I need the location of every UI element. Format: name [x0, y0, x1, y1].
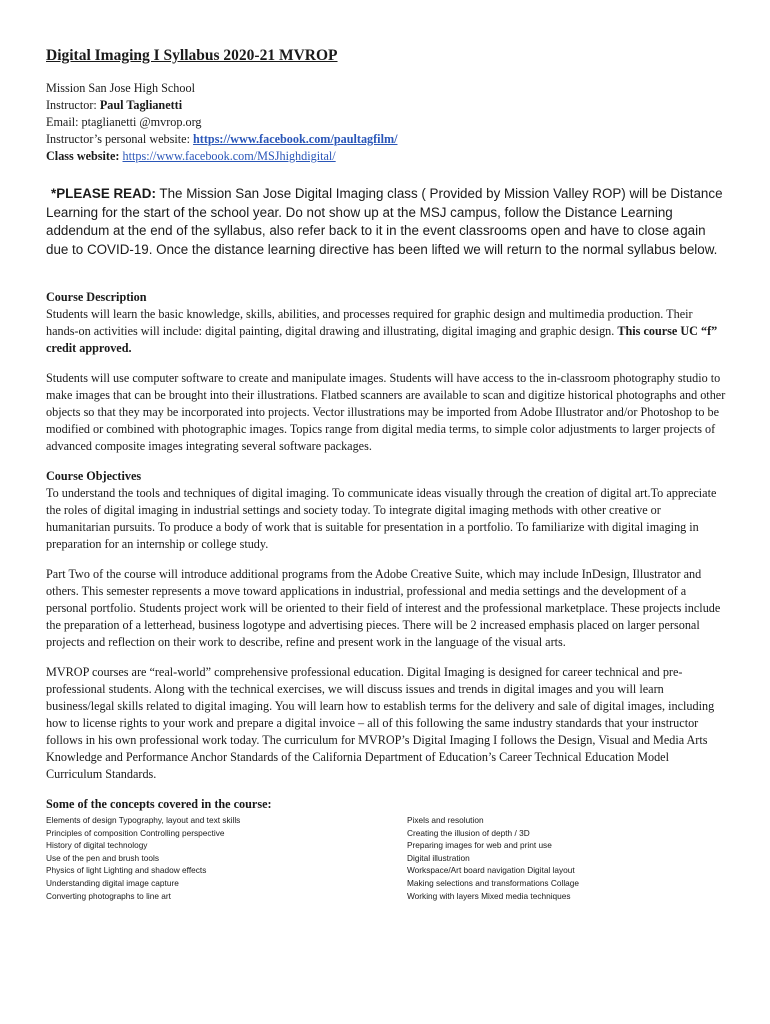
course-description-p1-text: Students will learn the basic knowledge, skills, abilities, and processes required for graphic design and multimedia production. Their hands-on activities will include: digital painting, digital drawing and illustrating, digital imaging and graphic design.: [46, 307, 693, 338]
concepts-list: [46, 814, 726, 902]
instructor-name: Paul Taglianetti: [99, 98, 183, 112]
concepts-left-column: [46, 814, 407, 902]
course-objectives-title: Course Objectives: [46, 469, 142, 483]
concept-item: Creating the illusion of depth / 3D: [407, 827, 530, 838]
course-objectives-p1: To understand the tools and techniques of digital imaging. To communicate ideas visually through the creation of digital art.To appreciate the roles of digital imaging in industrial settings and society today. To integrate digital imaging methods with other creative or humanitarian pursuits. To produce a body of work that is suitable for presentation in a portfolio. To familiarize with digital imaging in preparation for an internship or college study.: [46, 486, 717, 551]
concepts-title: Some of the concepts covered in the course:: [46, 797, 272, 811]
class-website-line: [46, 148, 726, 165]
concept-item: History of digital technology: [46, 840, 148, 851]
concept-item: Digital illustration: [407, 852, 470, 863]
concept-item: Workspace/Art board navigation Digital layout: [407, 865, 575, 876]
class-website-label: Class website:: [46, 149, 123, 163]
instructor-label: Instructor:: [46, 98, 100, 112]
concept-item: Use of the pen and brush tools: [46, 852, 160, 863]
website-line: [46, 131, 726, 148]
document-title: Digital Imaging I Syllabus 2020-21 MVROP: [46, 47, 338, 64]
course-objectives-p2: Part Two of the course will introduce additional programs from the Adobe Creative Suite, which may include InDesign, Illustrator and others. This semester represents a move toward applications in industrial, professional and media settings and the development of a personal portfolio. Students project work will be oriented to their field of interest and the professional marketplace. These projects include the preparation of a letterhead, business logotype and advertising pieces. There will be 2 increased emphasis placed on larger personal projects and reflection on their work to describe, refine and present work in the language of the visual arts.: [46, 567, 721, 649]
notice-text: The Mission San Jose Digital Imaging class ( Provided by Mission Valley ROP) will be Distance Learning for the start of the school year. Do not show up at the MSJ campus, follow the Distance Learning addendum at the end of the syllabus, also refer back to it in the event classrooms open and have to close again due to COVID-19. Once the distance learning directive has been lifted we will return to the normal syllabus below.: [46, 186, 723, 257]
course-description-p2: Students will use computer software to create and manipulate images. Students will have access to the in-classroom photography studio to make images that can be brought into their illustrations. Flatbed scanners are available to scan and digitize historical photographs and other objects so that they may be incorporated into projects. Vector illustrations may be imported from Adobe Illustrator and/or Photoshop to be modified or combined with photographic images. Topics range from digital media terms, to simple color adjustments to larger projects of advanced composite images integrating several software packages.: [46, 371, 726, 453]
notice-lead: *PLEASE READ:: [51, 186, 156, 201]
concept-item: Principles of composition Controlling perspective: [46, 827, 225, 838]
concept-item: Pixels and resolution: [407, 815, 484, 825]
course-description-title: Course Description: [46, 290, 147, 304]
website-label: Instructor’s personal website:: [46, 132, 194, 146]
uc-credit-note: This course UC “f” credit approved.: [46, 324, 718, 355]
class-website-link[interactable]: https://www.facebook.com/MSJhighdigital/: [122, 149, 336, 163]
concept-item: Preparing images for web and print use: [407, 840, 552, 851]
concept-item: Elements of design Typography, layout and text skills: [46, 815, 241, 825]
instructor-website-link[interactable]: https://www.facebook.com/paultagfilm/: [193, 132, 398, 146]
distance-learning-notice: [46, 185, 726, 259]
concept-item: Making selections and transformations Collage: [407, 877, 580, 888]
concept-item: Converting photographs to line art: [46, 890, 171, 901]
instructor-line: [46, 97, 726, 114]
email-line: Email: ptaglianetti @mvrop.org: [46, 115, 202, 129]
concept-item: Physics of light Lighting and shadow effects: [46, 865, 207, 876]
syllabus-page: [46, 46, 726, 902]
school-name: Mission San Jose High School: [46, 81, 195, 95]
course-description-p1: [46, 306, 726, 357]
header-info: [46, 80, 726, 165]
concept-item: Working with layers Mixed media techniques: [407, 890, 571, 901]
concepts-right-column: [407, 814, 707, 902]
concept-item: Understanding digital image capture: [46, 877, 179, 888]
course-objectives-p3: MVROP courses are “real-world” comprehensive professional education. Digital Imaging is designed for career technical and pre-professional students. Along with the technical exercises, we will discuss issues and trends in digital images and you will learn business/legal skills related to digital imaging. You will learn how to establish terms for the delivery and sale of digital images, including how to license rights to your work and prepare a digital invoice – all of this following the same industry standards that your instructor follows in his own professional work today. The curriculum for MVROP’s Digital Imaging I follows the Design, Visual and Media Arts Knowledge and Performance Anchor Standards of the California Department of Education’s Career Technical Education Model Curriculum Standards.: [46, 665, 715, 781]
